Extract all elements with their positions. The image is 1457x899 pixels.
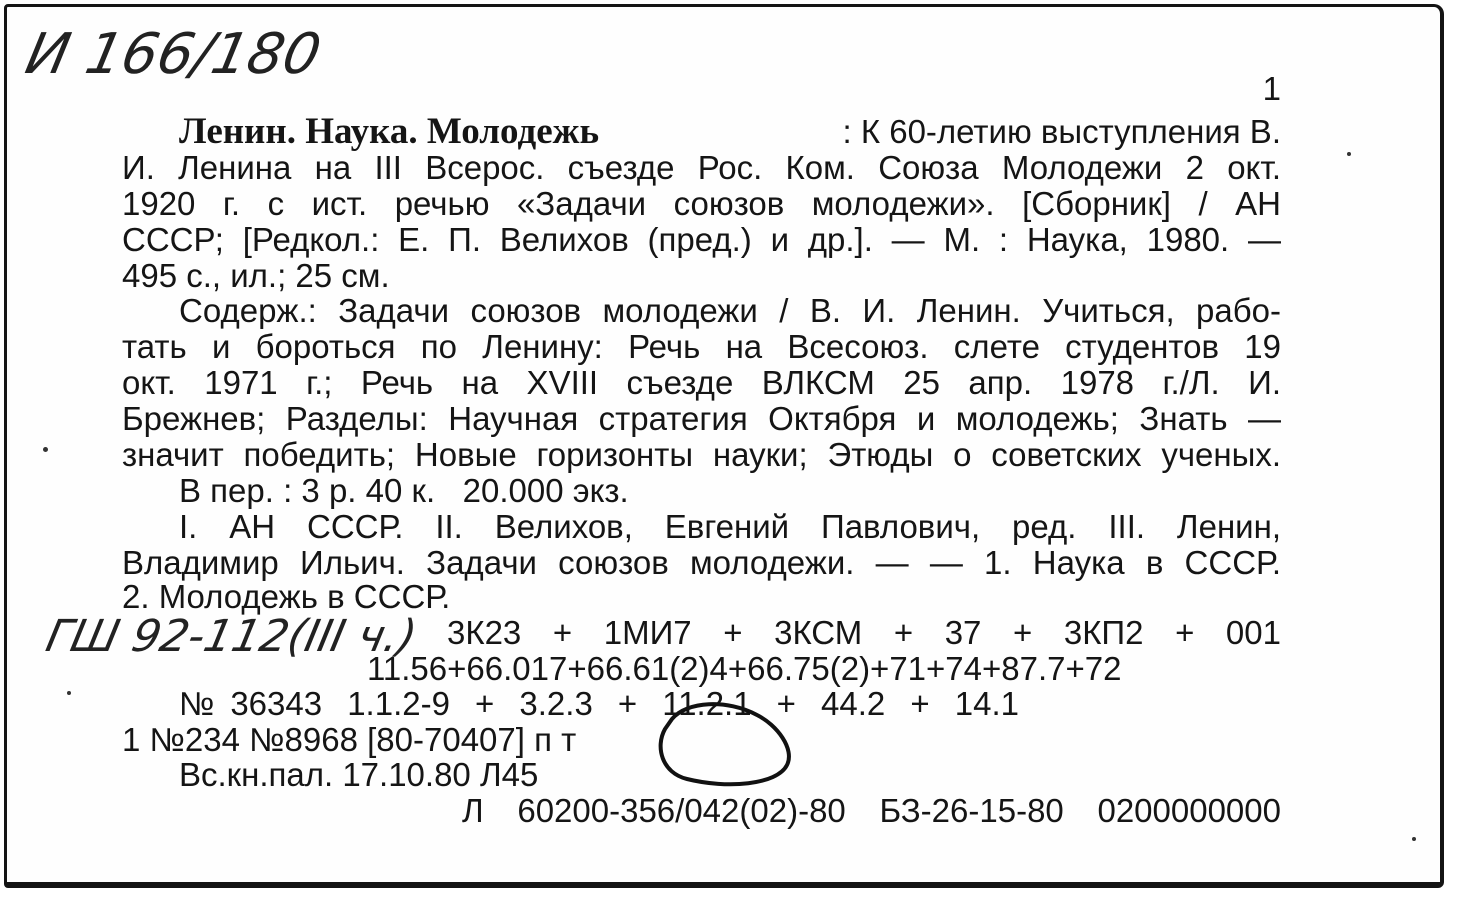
ink-speck: [43, 447, 48, 452]
ink-speck: [1347, 152, 1351, 156]
registration-numbers: 1 №234 №8968 [80-70407] п т: [122, 721, 577, 758]
contents-line-4: Брежнев; Разделы: Научная стратегия Октября и молодежь; Знать —: [122, 400, 1281, 437]
classification-line-2: 11.56+66.017+66.61(2)4+66.75(2)+71+74+87.7+72: [367, 650, 1122, 687]
book-subtitle: : К 60-летию выступления В.: [842, 113, 1281, 150]
entry-line-4: СССР; [Редкол.: Е. П. Велихов (пред.) и др.]. — М. : Наука, 1980. —: [122, 221, 1281, 258]
entry-line-2: И. Ленина на III Всерос. съезде Рос. Ком. Союза Молодежи 2 окт.: [122, 149, 1281, 186]
handwritten-loop-mark: [647, 697, 807, 797]
book-chamber-record: Вс.кн.пал. 17.10.80 Л45: [179, 756, 539, 793]
ink-speck: [67, 691, 71, 695]
tracings-line-2: Владимир Ильич. Задачи союзов молодежи. — — 1. Наука в СССР.: [122, 544, 1281, 581]
contents-line-5: значит победить; Новые горизонты науки; Этюды о советских ученых.: [122, 436, 1281, 473]
classification-line-3: №36343 1.1.2-9 + 3.2.3 + 11.2.1 + 44.2 + 14.1: [179, 685, 1019, 722]
ink-loop: [661, 704, 789, 784]
handwritten-inventory-number: И 166/180: [20, 22, 327, 87]
classification-line-1: 3К23 + 1МИ7 + 3КСМ + 37 + 3КП2 + 001: [447, 614, 1281, 651]
entry-line-3: 1920 г. с ист. речью «Задачи союзов молодежи». [Сборник] / АН: [122, 185, 1281, 222]
contents-line-1: Содерж.: Задачи союзов молодежи / В. И. Ленин. Учиться, рабо-: [179, 292, 1281, 329]
publisher-codes: Л 60200-356/042(02)-80 БЗ-26-15-80 0200000000: [462, 792, 1281, 829]
contents-line-2: тать и бороться по Ленину: Речь на Всесоюз. слете студентов 19: [122, 328, 1281, 365]
book-title: Ленин. Наука. Молодежь: [179, 111, 600, 152]
price-and-print-run: В пер. : 3 р. 40 к. 20.000 экз.: [179, 472, 629, 509]
contents-line-3: окт. 1971 г.; Речь на XVIII съезде ВЛКСМ 25 апр. 1978 г./Л. И.: [122, 364, 1281, 401]
tracings-line-3: 2. Молодежь в СССР.: [122, 578, 451, 615]
handwritten-call-number: ГШ 92-112(III ч.): [41, 611, 422, 662]
ink-speck: [1412, 837, 1416, 841]
card-number: 1: [1262, 70, 1281, 107]
catalog-card: [4, 4, 1444, 888]
entry-line-5: 495 с., ил.; 25 см.: [122, 257, 390, 294]
entry-line-1: [179, 111, 1281, 152]
tracings-line-1: I. АН СССР. II. Велихов, Евгений Павлович, ред. III. Ленин,: [179, 508, 1281, 545]
